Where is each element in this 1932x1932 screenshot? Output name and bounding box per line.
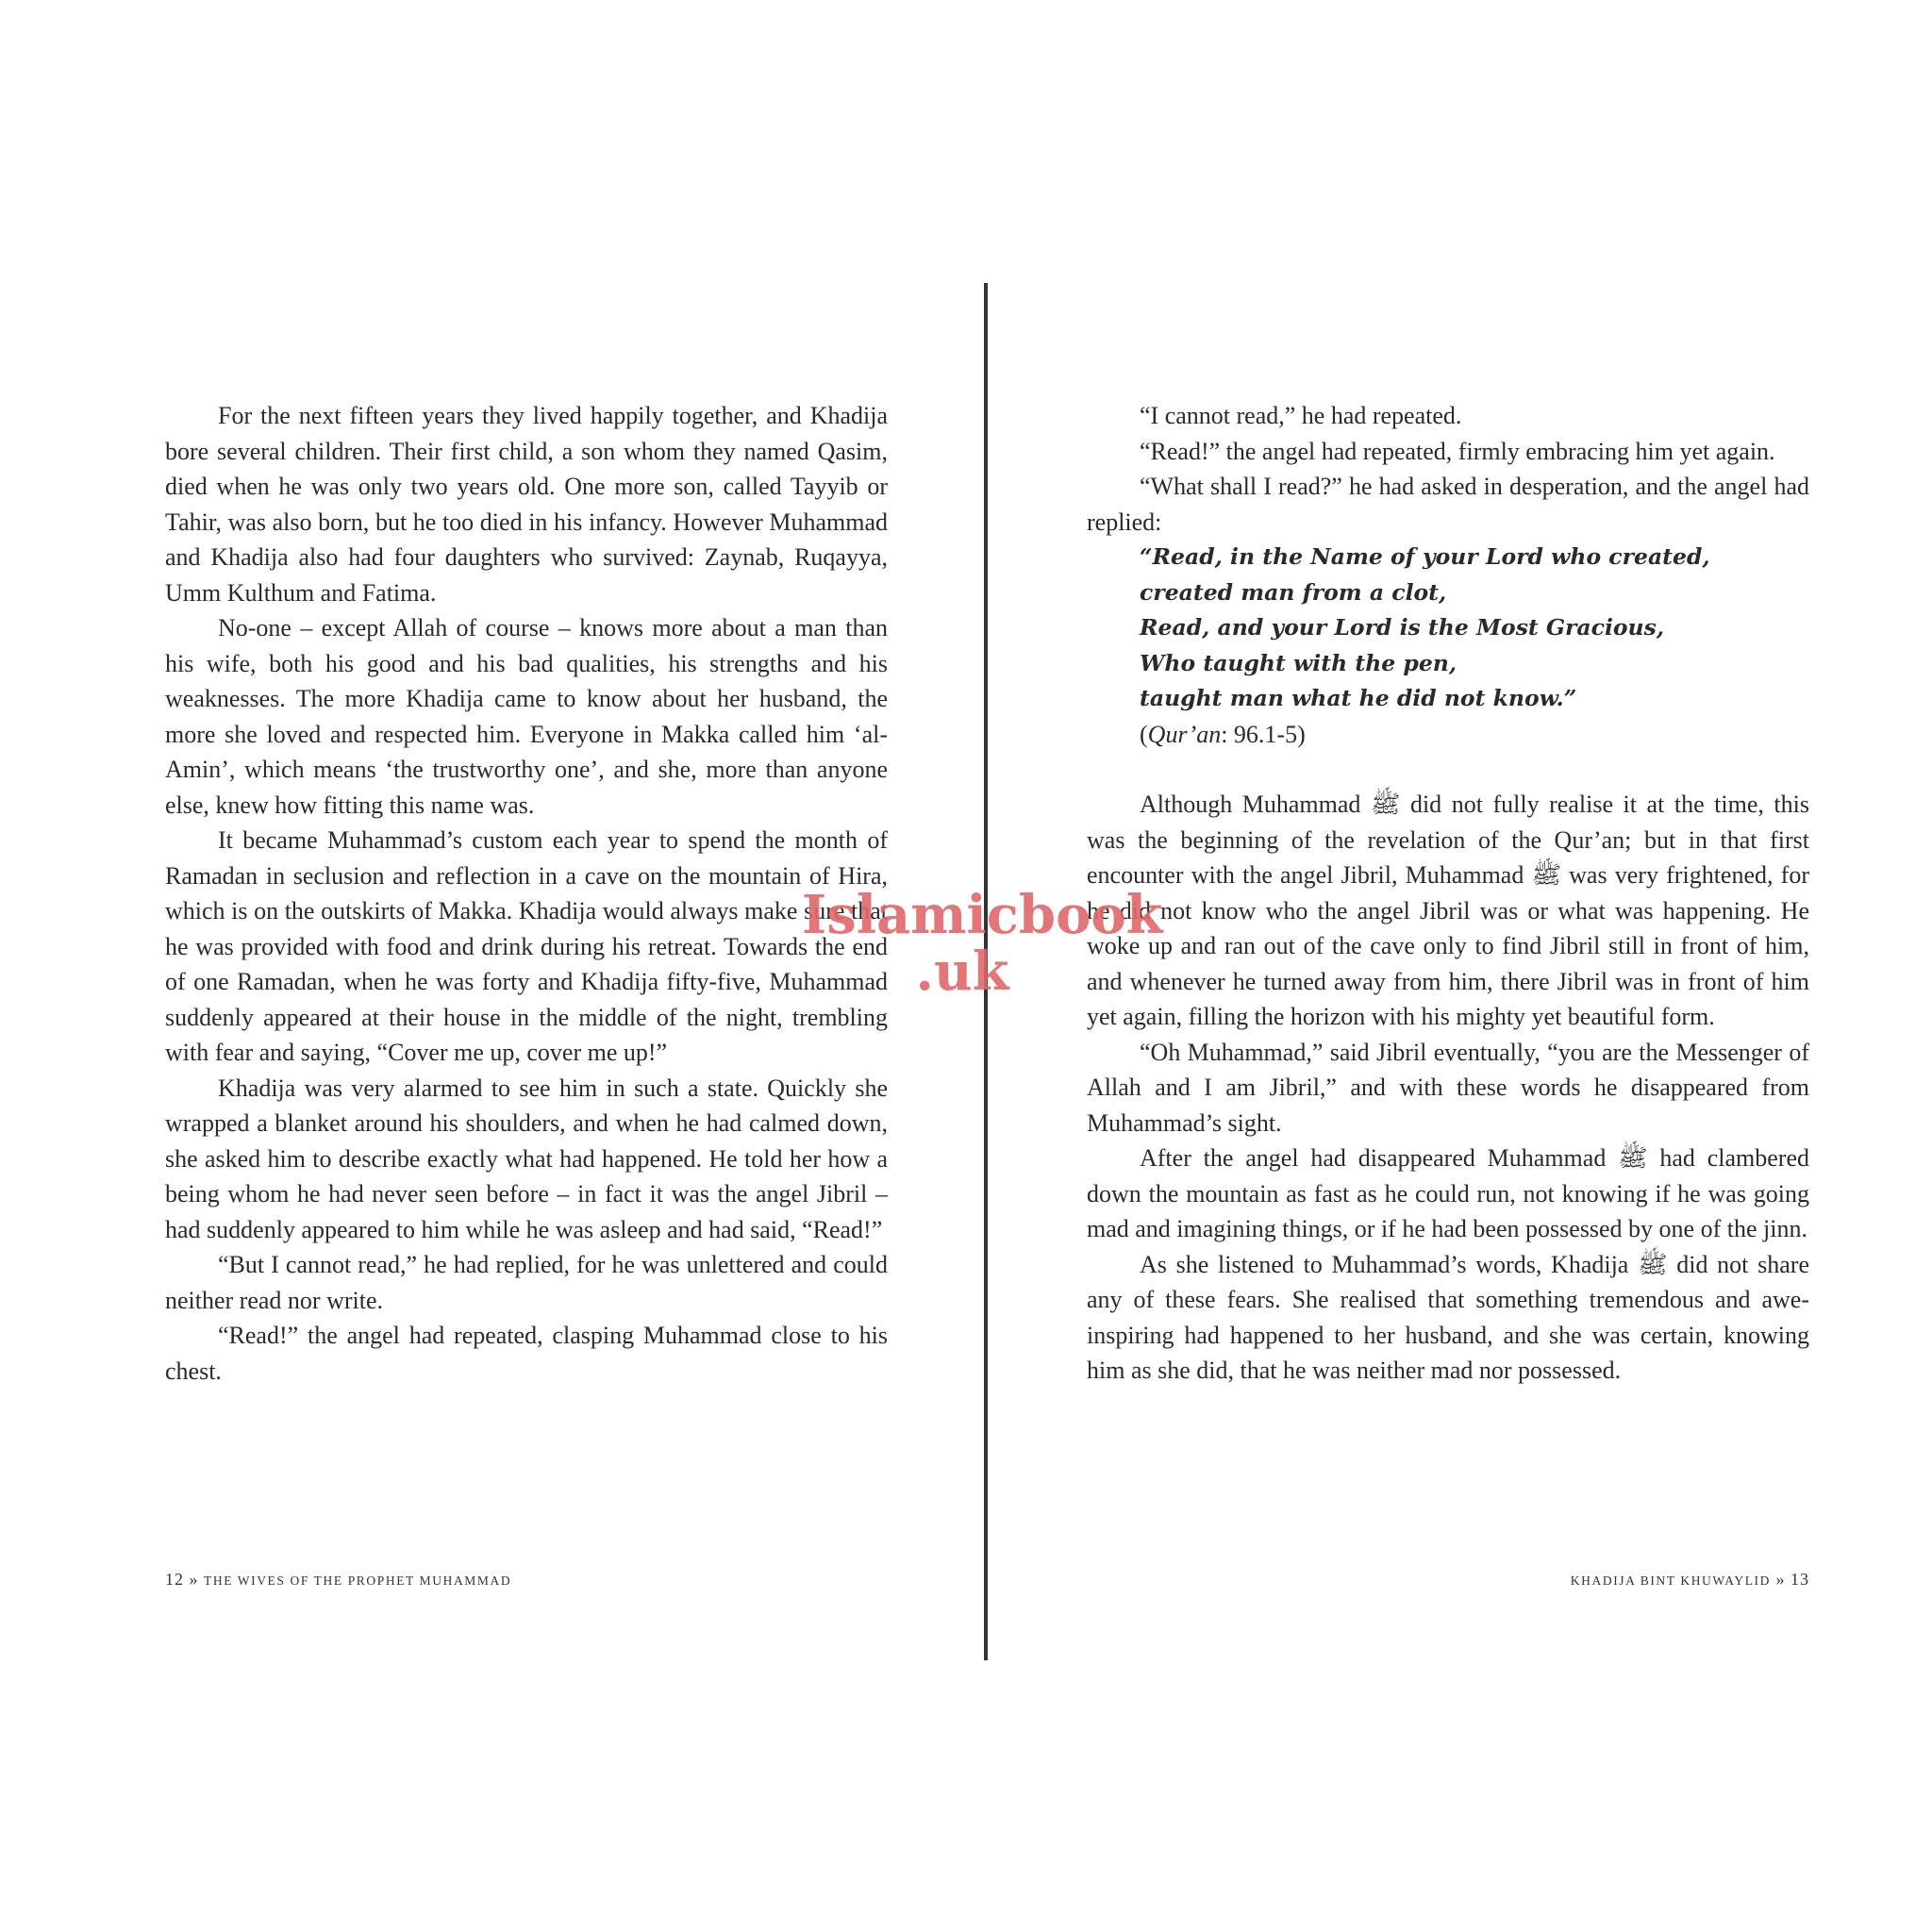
right-paragraph-4: Although Muhammad ﷺ did not fully realise it at the time, this was the beginning of the revelation of the Qur’an; but in that first encounter with the angel Jibril, Muhammad ﷺ was very frightened, for he did not know who the angel Jibril was or what was happening. He woke up and ran out of the cave only to find Jibril still in front of him, and whenever he turned away from him, there Jibril was in front of him yet again, filling the horizon with his mighty yet beautiful form. — [1087, 791, 1810, 1030]
right-paragraph-3: “What shall I read?” he had asked in desperation, and the angel had replied: — [1087, 473, 1809, 536]
verse-line-1: “Read, in the Name of your Lord who created, — [1140, 543, 1710, 570]
left-paragraph-1: For the next fifteen years they lived happily together, and Khadija bore several children. Their first child, a son whom they named Qasim, died when he was only two years old. One more son, called Tayyib or Tahir, was also born, but he too died in his infancy. However Muhammad and Khadija also had four daughters who survived: Zaynab, Ruqayya, Umm Kulthum and Fatima. — [165, 402, 888, 607]
quran-verse — [1087, 540, 1809, 752]
right-page-footer — [1571, 1570, 1809, 1590]
left-footer-separator: » — [189, 1570, 199, 1589]
verse-line-5: taught man what he did not know.” — [1140, 685, 1577, 711]
right-paragraph-5: “Oh Muhammad,” said Jibril eventually, “you are the Messenger of Allah and I am Jibril,” and with these words he disappeared from Muhammad’s sight. — [1087, 1038, 1809, 1137]
left-paragraph-3: It became Muhammad’s custom each year to spend the month of Ramadan in seclusion and reflection in a cave on the mountain of Hira, which is on the outskirts of Makka. Khadija would always make sure that he was provided with food and drink during his retreat. Towards the end of one Ramadan, when he was forty and Khadija fifty-five, Muhammad suddenly appeared at their house in the middle of the night, trembling with fear and saying, “Cover me up, cover me up!” — [165, 826, 888, 1066]
verse-reference-number: : 96.1-5) — [1221, 720, 1306, 748]
left-paragraph-4: Khadija was very alarmed to see him in such a state. Quickly she wrapped a blanket around his shoulders, and when he had calmed down, she asked him to describe exactly what had happened. He told her how a being whom he had never seen before – in fact it was the angel Jibril – had suddenly appeared to him while he was asleep and had said, “Read!” — [165, 1074, 888, 1243]
right-paragraph-2: “Read!” the angel had repeated, firmly embracing him yet again. — [1140, 437, 1775, 465]
left-page-number: 12 — [165, 1570, 184, 1589]
right-paragraph-7: As she listened to Muhammad’s words, Khadija ﷺ did not share any of these fears. She realised that something tremendous and awe-inspiring had happened to her husband, and she was certain, knowing him as she did, that he was neither mad nor possessed. — [1087, 1250, 1809, 1384]
right-page — [1087, 398, 1809, 1389]
left-paragraph-2: No-one – except Allah of course – knows more about a man than his wife, both his good and his bad qualities, his strengths and his weaknesses. The more Khadija came to know about her husband, the more she loved and respected him. Everyone in Makka called him ‘al-Amin’, which means ‘the trustworthy one’, and she, more than anyone else, knew how fitting this name was. — [165, 614, 888, 819]
right-paragraph-1: “I cannot read,” he had repeated. — [1140, 402, 1462, 429]
watermark-line-2: .uk — [915, 941, 1009, 1003]
left-paragraph-5: “But I cannot read,” he had replied, for he was unlettered and could neither read nor write. — [165, 1251, 888, 1314]
left-running-title: THE WIVES OF THE PROPHET MUHAMMAD — [204, 1574, 512, 1588]
verse-reference-book: Qur’an — [1147, 720, 1222, 748]
verse-reference — [1140, 717, 1809, 753]
right-paragraph-6: After the angel had disappeared Muhammad ﷺ had clambered down the mountain as fast as he could run, not knowing if he was going mad and imagining things, or if he had been possessed by one of the jinn. — [1087, 1144, 1809, 1242]
right-page-number: 13 — [1790, 1570, 1809, 1589]
verse-line-2: created man from a clot, — [1140, 578, 1447, 606]
watermark — [802, 884, 1163, 1003]
verse-line-3: Read, and your Lord is the Most Gracious, — [1140, 614, 1665, 641]
verse-reference-open: ( — [1140, 720, 1148, 748]
right-footer-separator: » — [1775, 1570, 1786, 1589]
right-running-title: KHADIJA BINT KHUWAYLID — [1570, 1574, 1771, 1588]
verse-line-4: Who taught with the pen, — [1140, 649, 1457, 676]
watermark-line-1: Islamicbook — [802, 884, 1163, 946]
left-paragraph-6: “Read!” the angel had repeated, clasping Muhammad close to his chest. — [165, 1322, 888, 1385]
left-page — [165, 398, 888, 1389]
left-page-footer — [165, 1570, 511, 1590]
